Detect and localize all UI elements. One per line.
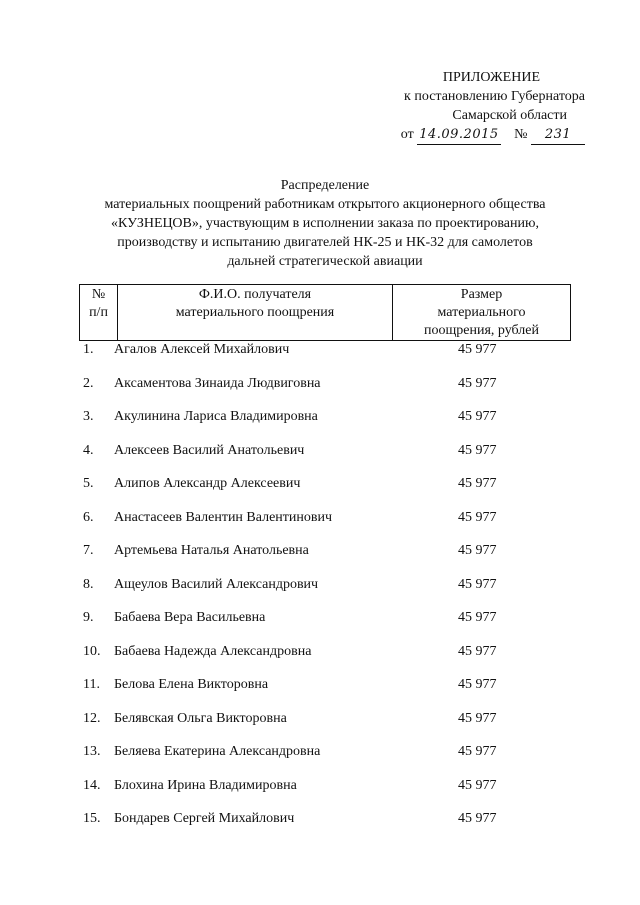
table-header <box>79 284 571 341</box>
table-row <box>0 608 640 628</box>
row-number: 13. <box>83 744 101 759</box>
table-row <box>0 709 640 729</box>
row-name: Анастасеев Валентин Валентинович <box>114 509 333 525</box>
number-prefix: № <box>514 127 528 142</box>
table-row <box>0 776 640 796</box>
row-name: Акулинина Лариса Владимировна <box>114 409 318 424</box>
row-number: 10. <box>83 643 101 659</box>
table-row <box>0 642 640 662</box>
table-row <box>0 575 640 595</box>
row-amount: 45 977 <box>458 375 497 391</box>
title-line-3: «КУЗНЕЦОВ», участвующим в исполнении заказа по проектированию, <box>111 216 539 231</box>
row-amount: 45 977 <box>458 610 497 625</box>
row-number: 5. <box>83 476 94 491</box>
row-number: 6. <box>83 509 94 525</box>
row-amount: 45 977 <box>458 710 497 726</box>
row-amount: 45 977 <box>458 576 497 592</box>
row-number: 14. <box>83 777 101 793</box>
row-number: 9. <box>83 610 94 625</box>
row-name: Агалов Алексей Михайлович <box>114 342 290 357</box>
table-row <box>0 374 640 394</box>
row-name: Бондарев Сергей Михайлович <box>114 811 295 826</box>
row-number: 8. <box>83 576 94 592</box>
header-name-line-1: Ф.И.О. получателя <box>198 287 312 302</box>
row-name: Бабаева Вера Васильевна <box>114 610 266 625</box>
header-name-line-2: материального поощрения <box>175 305 335 320</box>
attachment-line-1: к постановлению Губернатора <box>404 89 585 104</box>
title-line-5: дальней стратегической авиации <box>227 254 423 269</box>
table-row <box>0 541 640 561</box>
header-amount-line-3: поощрения, рублей <box>423 323 539 338</box>
number-handwritten: 231 <box>531 125 585 145</box>
table-row <box>0 340 640 360</box>
row-number: 7. <box>83 543 94 558</box>
row-name: Ащеулов Василий Александрович <box>114 576 319 592</box>
row-number: 11. <box>83 677 100 692</box>
header-number <box>80 285 118 341</box>
row-amount: 45 977 <box>458 543 497 558</box>
title-line-4: производству и испытанию двигателей НК-25 и НК-32 для самолетов <box>117 235 533 250</box>
attachment-block <box>360 68 585 145</box>
row-name: Аксаментова Зинаида Людвиговна <box>114 375 321 391</box>
row-name: Артемьева Наталья Анатольевна <box>114 543 309 558</box>
row-number: 4. <box>83 442 94 458</box>
row-number: 15. <box>83 811 101 826</box>
table-row <box>0 441 640 461</box>
row-name: Алипов Александр Алексеевич <box>114 476 301 491</box>
row-number: 12. <box>83 710 101 726</box>
header-number-line-2: п/п <box>89 305 108 320</box>
table-row <box>0 474 640 494</box>
header-row <box>80 285 571 341</box>
table-row <box>0 809 640 829</box>
row-amount: 45 977 <box>458 342 497 357</box>
header-name <box>118 285 393 341</box>
row-amount: 45 977 <box>458 744 497 759</box>
row-amount: 45 977 <box>458 476 497 491</box>
row-name: Белова Елена Викторовна <box>114 677 269 692</box>
row-amount: 45 977 <box>458 509 497 525</box>
row-name: Бабаева Надежда Александровна <box>114 643 312 659</box>
header-number-line-1: № <box>91 287 106 302</box>
attachment-title: ПРИЛОЖЕНИЕ <box>442 70 540 85</box>
date-handwritten: 14.09.2015 <box>417 125 500 145</box>
date-prefix: от <box>400 127 414 142</box>
row-amount: 45 977 <box>458 442 497 458</box>
title-line-1: Распределение <box>280 178 370 193</box>
row-number: 3. <box>83 409 94 424</box>
row-amount: 45 977 <box>458 677 497 692</box>
header-amount-line-1: Размер <box>460 287 503 302</box>
table-row <box>0 407 640 427</box>
attachment-date-line <box>360 125 585 145</box>
table-row <box>0 742 640 762</box>
row-number: 1. <box>83 342 94 357</box>
row-number: 2. <box>83 375 94 391</box>
attachment-line-2: Самарской области <box>452 108 567 123</box>
row-amount: 45 977 <box>458 643 497 659</box>
table-row <box>0 508 640 528</box>
header-amount <box>393 285 571 341</box>
row-amount: 45 977 <box>458 777 497 793</box>
table-row <box>0 675 640 695</box>
title-line-2: материальных поощрений работникам открытого акционерного общества <box>104 197 546 212</box>
row-name: Белявская Ольга Викторовна <box>114 710 287 726</box>
document-title <box>60 176 590 271</box>
row-amount: 45 977 <box>458 811 497 826</box>
row-name: Алексеев Василий Анатольевич <box>114 442 305 458</box>
header-amount-line-2: материального <box>437 305 526 320</box>
row-amount: 45 977 <box>458 409 497 424</box>
row-name: Блохина Ирина Владимировна <box>114 777 297 793</box>
row-name: Беляева Екатерина Александровна <box>114 744 321 759</box>
